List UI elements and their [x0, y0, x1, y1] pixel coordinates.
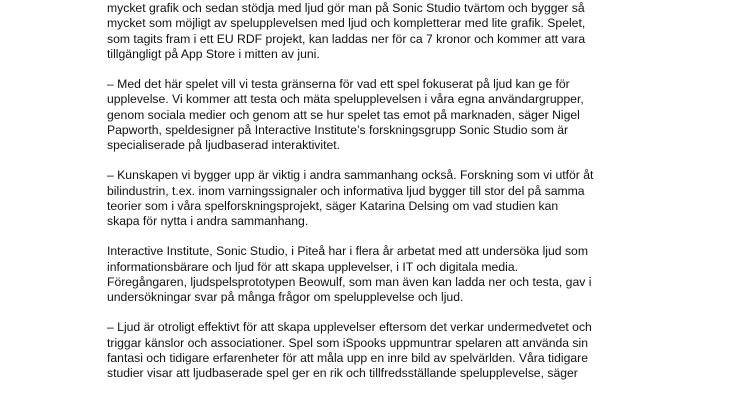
- text-line: teorier som i våra spelforskningsprojekt, säger Katarina Delsing om vad studien kan: [107, 198, 559, 213]
- text-line: fantasi och tidigare erfarenheter för att måla upp en inre bild av spelvärlden. Våra tidigare: [107, 350, 589, 365]
- text-line: specialiserade på ljudbaserad interaktivitet.: [107, 138, 341, 153]
- text-line: bilindustrin, t.ex. inom varningssignaler och informativa ljud bygger till stor del på samma: [107, 183, 585, 198]
- text-line: mycket grafik och sedan stödja med ljud gör man på Sonic Studio tvärtom och bygger så: [107, 1, 585, 16]
- text-line: mycket som möjligt av spelupplevelsen med ljud och kompletterar med lite grafik. Spelet,: [107, 16, 586, 31]
- text-line: Interactive Institute, Sonic Studio, i Piteå har i flera år arbetat med att undersöka ljud som: [107, 244, 588, 259]
- text-line: Föregångaren, ljudspelsprototypen Beowulf, som man även kan ladda ner och testa, gav i: [107, 274, 592, 289]
- text-line: upplevelse. Vi kommer att testa och mäta spelupplevelsen i våra egna användargrupper,: [107, 92, 584, 107]
- paragraph-nigel-quote: [107, 77, 667, 153]
- paragraph-institute-background: [107, 244, 667, 305]
- text-line: – Med det här spelet vill vi testa gränserna för vad ett spel fokuserat på ljud kan ge för: [107, 77, 570, 92]
- paragraph-game-description: [107, 0, 667, 62]
- text-line: informationsbärare och ljud för att skapa upplevelser, i IT och digitala media.: [107, 259, 518, 274]
- document-page: [107, 0, 667, 396]
- text-line: Papworth, speldesigner på Interactive Institute’s forskningsgrupp Sonic Studio som är: [107, 122, 569, 137]
- text-line: undersökningar svar på många frågor om spelupplevelse och ljud.: [107, 290, 464, 305]
- text-line: genom sociala medier och genom att se hur spelet tas emot på marknaden, säger Nigel: [107, 107, 580, 122]
- text-line: – Ljud är otroligt effektivt för att skapa upplevelser eftersom det verkar undermedvetet och: [107, 320, 592, 335]
- paragraph-sound-effectiveness: [107, 320, 667, 381]
- text-line: skapa för nytta i andra sammanhang.: [107, 214, 309, 229]
- text-line: – Kunskapen vi bygger upp är viktig i andra sammanhang också. Forskning som vi utför åt: [107, 168, 594, 183]
- text-line: tillgängligt på App Store i mitten av juni.: [107, 46, 320, 61]
- text-line: som tagits fram i ett EU RDF projekt, kan laddas ner för ca 7 kronor och kommer att vara: [107, 31, 586, 46]
- paragraph-katarina-quote: [107, 168, 667, 229]
- text-line: triggar känslor och associationer. Spel som iSpooks uppmuntrar spelaren att använda sin: [107, 335, 588, 350]
- text-line: studier visar att ljudbaserade spel ger en rik och tillfredsställande spelupplevelse, säger: [107, 366, 578, 381]
